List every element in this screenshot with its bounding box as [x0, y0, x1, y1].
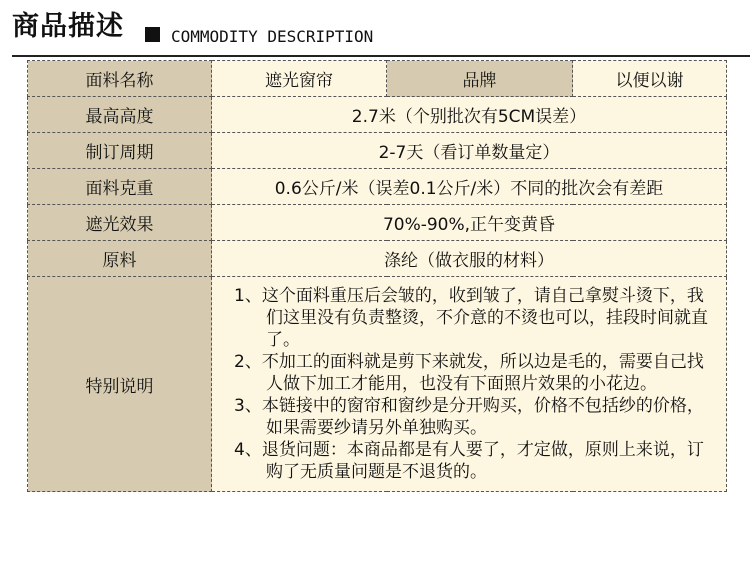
- table-row: [28, 277, 727, 492]
- section-header: [12, 10, 738, 44]
- note-item: 2、不加工的面料就是剪下来就发，所以边是毛的，需要自己找人做下加工才能用，也没有下面照片效果的小花边。: [234, 352, 704, 394]
- spec-value-fabric-weight: 0.6公斤/米（误差0.1公斤/米）不同的批次会有差距: [212, 169, 727, 205]
- spec-value-brand: 以便以谢: [573, 61, 727, 97]
- commodity-spec-table: [27, 60, 727, 492]
- special-notes-list: [212, 277, 726, 491]
- table-row: [28, 61, 727, 97]
- spec-value-max-height: 2.7米（个别批次有5CM误差）: [212, 97, 727, 133]
- section-subtitle: COMMODITY DESCRIPTION: [171, 27, 374, 46]
- header-divider: [12, 55, 750, 57]
- spec-value-blackout-effect: 70%-90%,正午变黄昏: [212, 205, 727, 241]
- spec-value-material: 涤纶（做衣服的材料）: [212, 241, 727, 277]
- spec-label-special-notes: 特别说明: [28, 277, 212, 492]
- spec-value-fabric-name: 遮光窗帘: [212, 61, 387, 97]
- table-row: [28, 241, 727, 277]
- table-row: [28, 133, 727, 169]
- spec-label-fabric-name: 面料名称: [28, 61, 212, 97]
- spec-label-lead-time: 制订周期: [28, 133, 212, 169]
- note-item: 3、本链接中的窗帘和窗纱是分开购买，价格不包括纱的价格，如果需要纱请另外单独购买。: [234, 396, 704, 438]
- section-title: 商品描述: [12, 11, 124, 42]
- spec-label-fabric-weight: 面料克重: [28, 169, 212, 205]
- note-item: 1、这个面料重压后会皱的，收到皱了，请自己拿熨斗烫下，我们这里没有负责整烫，不介意的不烫也可以，挂段时间就直了。: [234, 286, 708, 350]
- table-row: [28, 97, 727, 133]
- spec-label-max-height: 最高高度: [28, 97, 212, 133]
- table-row: [28, 169, 727, 205]
- spec-value-lead-time: 2-7天（看订单数量定）: [212, 133, 727, 169]
- spec-value-special-notes: [212, 277, 727, 492]
- spec-label-material: 原料: [28, 241, 212, 277]
- note-item: 4、退货问题：本商品都是有人要了，才定做，原则上来说，订购了无质量问题是不退货的。: [234, 440, 704, 482]
- spec-label-brand: 品牌: [387, 61, 573, 97]
- table-row: [28, 205, 727, 241]
- spec-label-blackout-effect: 遮光效果: [28, 205, 212, 241]
- square-bullet-icon: [145, 27, 160, 42]
